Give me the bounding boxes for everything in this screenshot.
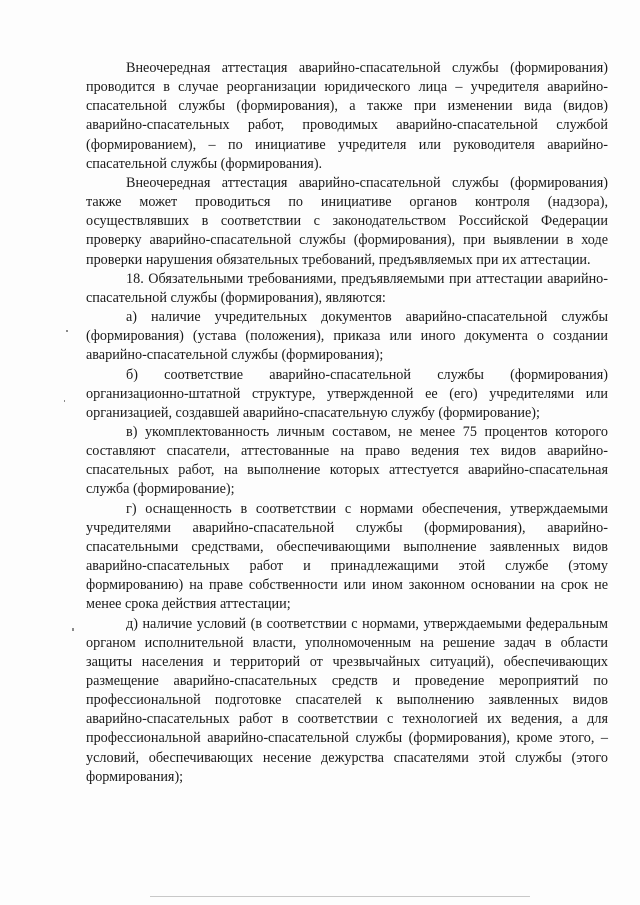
paragraph-extraordinary-inspection: Внеочередная аттестация аварийно-спасательной службы (формирования) также может проводиться по инициативе органов контроля (надзора), осуществлявших в соответствии с законодательством Российской Федерации проверку аварийно-спасательной службы (формирования), при выявлении в ходе проверки нарушения обязательных требований, предъявляемых при их аттестации. (86, 174, 608, 268)
scan-speck (66, 330, 68, 332)
paragraph-subitem-b: б) соответствие аварийно-спасательной службы (формирования) организационно-штатной структуре, утвержденной ее (его) учредителями или организацией, создавшей аварийно-спасательную службу (формирование); (86, 366, 608, 421)
scan-speck (64, 400, 65, 402)
paragraph-item-18: 18. Обязательными требованиями, предъявляемыми при аттестации аварийно-спасательной службы (формирования), являются: (86, 270, 608, 306)
scan-speck (72, 628, 74, 631)
document-body (86, 59, 608, 787)
paragraph-subitem-d: д) наличие условий (в соответствии с нормами, утверждаемыми федеральным органом исполнительной власти, уполномоченным на решение задач в области защиты населения и территорий от чрезвычайных ситуаций), обеспечивающих размещение аварийно-спасательных средств и проведение мероприятий по профессиональной подготовке спасателей к выполнению заявленных видов аварийно-спасательных работ в соответствии с технологией их ведения, а для профессиональной аварийно-спасательной службы (формирования), кроме этого, – условий, обеспечивающих несение дежурства спасателями этой службы (этого формирования); (86, 615, 608, 785)
paragraph-subitem-a: а) наличие учредительных документов аварийно-спасательной службы (формирования) (устава (положения), приказа или иного документа о создании аварийно-спасательной службы (формирования); (86, 309, 608, 364)
scan-edge-line (150, 896, 530, 897)
paragraph-subitem-v: в) укомплектованность личным составом, не менее 75 процентов которого составляют спасатели, аттестованные на право ведения тех видов аварийно-спасательных работ, на выполнение которых аттестуется аварийно-спасательная служба (формирование); (86, 423, 608, 498)
paragraph-extraordinary-reorganization: Внеочередная аттестация аварийно-спасательной службы (формирования) проводится в случае реорганизации юридического лица – учредителя аварийно-спасательной службы (формирования), а также при изменении вида (видов) аварийно-спасательных работ, проводимых аварийно-спасательной службой (формированием), – по инициативе учредителя или руководителя аварийно-спасательной службы (формирования). (86, 60, 608, 172)
paragraph-subitem-g: г) оснащенность в соответствии с нормами обеспечения, утверждаемыми учредителями аварийно-спасательной службы (формирования), аварийно-спасательными средствами, обеспечивающими выполнение заявленных видов аварийно-спасательных работ и принадлежащими этой службе (этому формированию) на праве собственности или ином законном основании на срок не менее срока действия аттестации; (86, 500, 608, 613)
